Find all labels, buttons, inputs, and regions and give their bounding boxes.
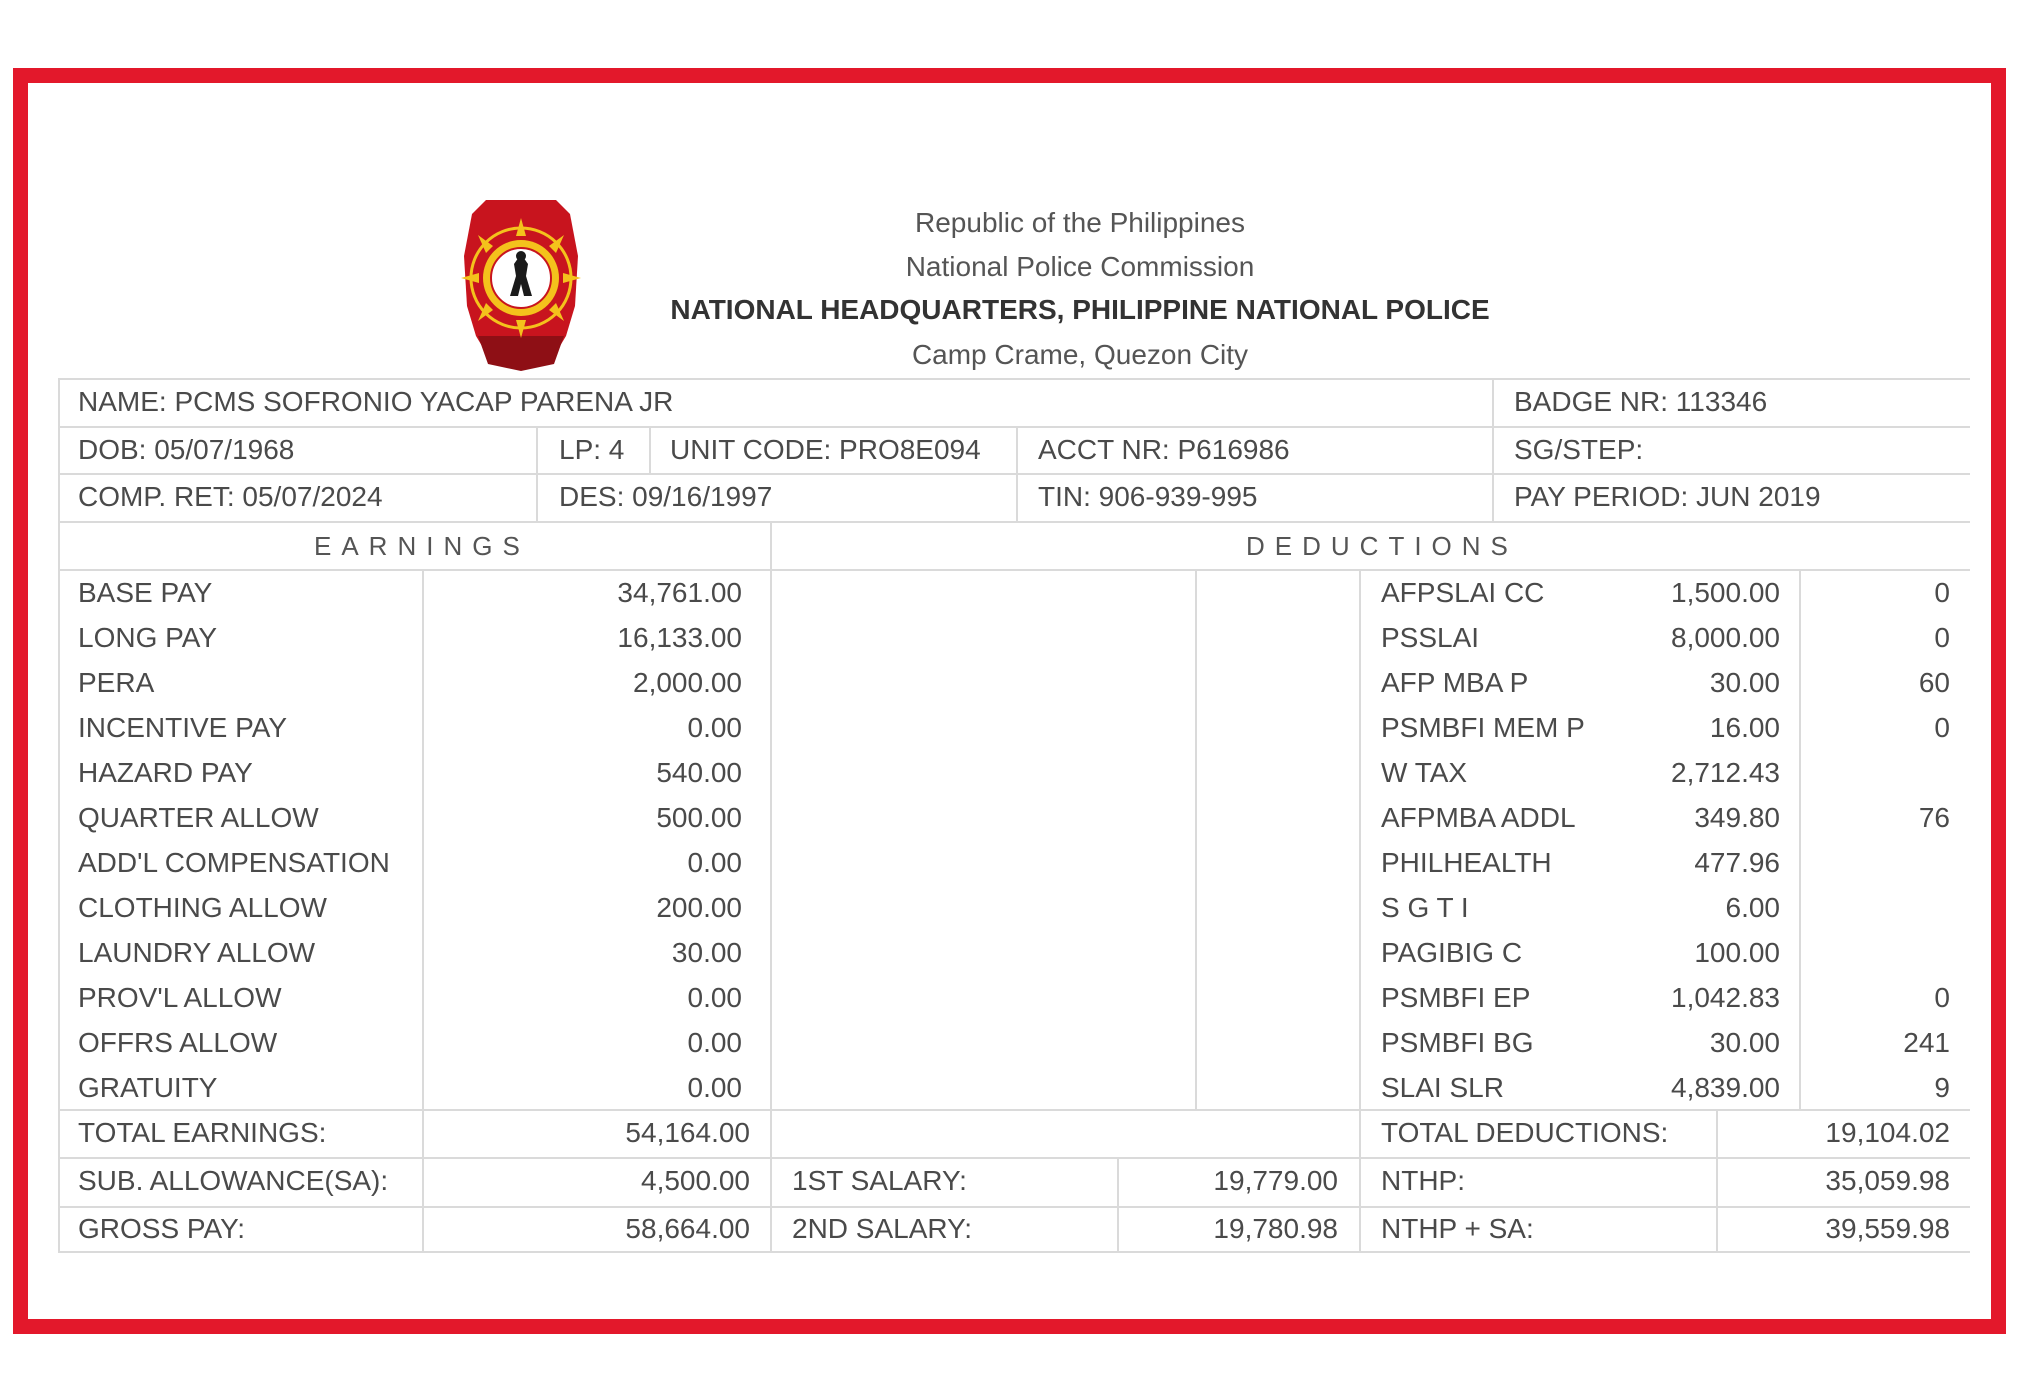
deduction-value: 1,500.00 bbox=[1671, 577, 1780, 608]
earnings-value: 540.00 bbox=[656, 757, 742, 788]
deduction-value: 30.00 bbox=[1709, 667, 1780, 698]
earnings-value: 500.00 bbox=[656, 802, 742, 833]
earnings-label: HAZARD PAY bbox=[78, 757, 253, 788]
header-republic: Republic of the Philippines bbox=[915, 207, 1245, 238]
earnings-value: 0.00 bbox=[687, 982, 742, 1013]
deduction-extra: 0 bbox=[1934, 982, 1950, 1013]
total-deductions-value: 19,104.02 bbox=[1825, 1117, 1950, 1148]
earnings-label: INCENTIVE PAY bbox=[78, 712, 288, 743]
earnings-value: 0.00 bbox=[687, 1072, 742, 1103]
earnings-value: 200.00 bbox=[656, 892, 742, 923]
earnings-label: ADD'L COMPENSATION bbox=[78, 847, 390, 878]
deduction-value: 8,000.00 bbox=[1671, 622, 1780, 653]
deduction-label: S G T I bbox=[1381, 892, 1469, 923]
total-earnings-value: 54,164.00 bbox=[625, 1117, 750, 1148]
first-salary-value: 19,779.00 bbox=[1213, 1165, 1338, 1196]
earnings-value: 16,133.00 bbox=[617, 622, 742, 653]
deduction-value: 477.96 bbox=[1694, 847, 1780, 878]
earnings-label: BASE PAY bbox=[78, 577, 213, 608]
deduction-label: PSMBFI BG bbox=[1381, 1027, 1534, 1058]
pay-period: PAY PERIOD: JUN 2019 bbox=[1514, 481, 1821, 512]
sub-allowance-value: 4,500.00 bbox=[641, 1165, 750, 1196]
first-salary-label: 1ST SALARY: bbox=[792, 1165, 967, 1196]
nthp-sa-label: NTHP + SA: bbox=[1381, 1213, 1534, 1244]
deduction-extra: 241 bbox=[1903, 1027, 1950, 1058]
payslip-table bbox=[58, 378, 1970, 1253]
second-salary-label: 2ND SALARY: bbox=[792, 1213, 973, 1244]
date-of-birth: DOB: 05/07/1968 bbox=[78, 434, 295, 465]
deduction-value: 30.00 bbox=[1709, 1027, 1780, 1058]
deduction-extra: 0 bbox=[1934, 577, 1950, 608]
sg-step: SG/STEP: bbox=[1514, 434, 1644, 465]
earnings-label: OFFRS ALLOW bbox=[78, 1027, 278, 1058]
deduction-value: 6.00 bbox=[1725, 892, 1780, 923]
deduction-label: W TAX bbox=[1381, 757, 1468, 788]
earnings-value: 34,761.00 bbox=[617, 577, 742, 608]
deduction-extra: 0 bbox=[1934, 622, 1950, 653]
employee-name: NAME: PCMS SOFRONIO YACAP PARENA JR bbox=[78, 386, 674, 417]
header-napolcom: National Police Commission bbox=[905, 251, 1255, 282]
earnings-value: 0.00 bbox=[687, 847, 742, 878]
earnings-label: LONG PAY bbox=[78, 622, 218, 653]
header-location: Camp Crame, Quezon City bbox=[911, 339, 1249, 370]
sub-allowance-label: SUB. ALLOWANCE(SA): bbox=[78, 1165, 389, 1196]
deduction-label: PSSLAI bbox=[1381, 622, 1480, 653]
deduction-value: 2,712.43 bbox=[1671, 757, 1780, 788]
deduction-extra: 60 bbox=[1918, 667, 1950, 698]
earnings-value: 0.00 bbox=[687, 1027, 742, 1058]
deduction-label: SLAI SLR bbox=[1381, 1072, 1504, 1103]
pnp-seal-icon bbox=[458, 196, 584, 371]
total-earnings-label: TOTAL EARNINGS: bbox=[78, 1117, 327, 1148]
deduction-extra: 76 bbox=[1918, 802, 1950, 833]
gross-pay-label: GROSS PAY: bbox=[78, 1213, 246, 1244]
date-entered-service: DES: 09/16/1997 bbox=[559, 481, 773, 512]
deduction-label: PAGIBIG C bbox=[1381, 937, 1523, 968]
nthp-sa-value: 39,559.98 bbox=[1825, 1213, 1950, 1244]
deductions-heading: DEDUCTIONS bbox=[1246, 531, 1518, 561]
deduction-value: 4,839.00 bbox=[1671, 1072, 1780, 1103]
nthp-label: NTHP: bbox=[1381, 1165, 1465, 1196]
earnings-label: PROV'L ALLOW bbox=[78, 982, 282, 1013]
header-pnp: NATIONAL HEADQUARTERS, PHILIPPINE NATIONAL POLICE bbox=[670, 294, 1490, 325]
earnings-label: PERA bbox=[78, 667, 155, 698]
earnings-heading: EARNINGS bbox=[314, 531, 530, 561]
badge-number: BADGE NR: 113346 bbox=[1514, 386, 1768, 417]
earnings-value: 2,000.00 bbox=[633, 667, 742, 698]
deduction-label: AFP MBA P bbox=[1381, 667, 1529, 698]
earnings-label: LAUNDRY ALLOW bbox=[78, 937, 316, 968]
deduction-extra: 0 bbox=[1934, 712, 1950, 743]
deduction-value: 16.00 bbox=[1709, 712, 1780, 743]
gross-pay-value: 58,664.00 bbox=[625, 1213, 750, 1244]
deduction-extra: 9 bbox=[1934, 1072, 1950, 1103]
earnings-label: QUARTER ALLOW bbox=[78, 802, 319, 833]
second-salary-value: 19,780.98 bbox=[1213, 1213, 1338, 1244]
deduction-label: AFPSLAI CC bbox=[1381, 577, 1545, 608]
compulsory-retirement: COMP. RET: 05/07/2024 bbox=[78, 481, 383, 512]
earnings-label: CLOTHING ALLOW bbox=[78, 892, 327, 923]
lp-value: LP: 4 bbox=[559, 434, 625, 465]
account-number: ACCT NR: P616986 bbox=[1038, 434, 1290, 465]
deduction-label: AFPMBA ADDL bbox=[1381, 802, 1576, 833]
earnings-value: 30.00 bbox=[671, 937, 742, 968]
unit-code: UNIT CODE: PRO8E094 bbox=[670, 434, 981, 465]
deduction-value: 349.80 bbox=[1694, 802, 1780, 833]
earnings-value: 0.00 bbox=[687, 712, 742, 743]
deduction-value: 1,042.83 bbox=[1671, 982, 1780, 1013]
tin-number: TIN: 906-939-995 bbox=[1038, 481, 1258, 512]
total-deductions-label: TOTAL DEDUCTIONS: bbox=[1381, 1117, 1669, 1148]
earnings-label: GRATUITY bbox=[78, 1072, 218, 1103]
deduction-value: 100.00 bbox=[1694, 937, 1780, 968]
deduction-label: PHILHEALTH bbox=[1381, 847, 1552, 878]
nthp-value: 35,059.98 bbox=[1825, 1165, 1950, 1196]
deduction-label: PSMBFI EP bbox=[1381, 982, 1531, 1013]
deduction-label: PSMBFI MEM P bbox=[1381, 712, 1585, 743]
